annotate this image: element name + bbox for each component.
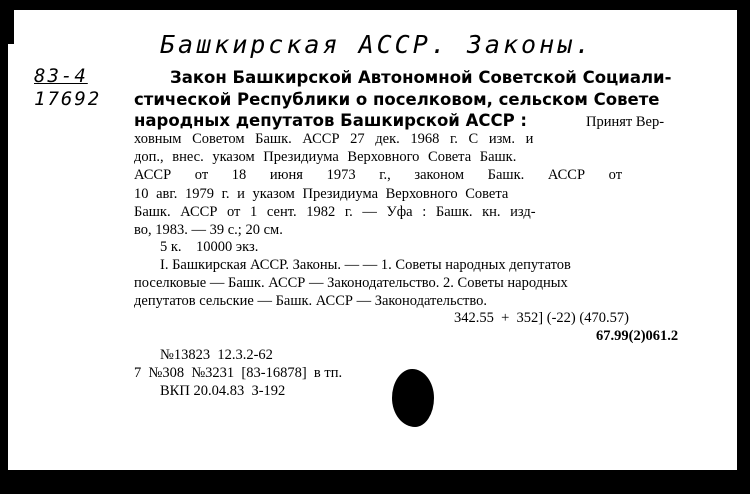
body-line-2: доп., внес. указом Президиума Верховного Совета Башк.: [134, 149, 517, 165]
subject-line-3: депутатов сельские — Башк. АССР — Законодательство.: [134, 293, 488, 309]
price-copies: 5 к. 10000 экз.: [160, 239, 259, 255]
heading-line-1: Закон Башкирской Автономной Советской Социали-: [170, 68, 672, 87]
card-edge-mark: [8, 10, 14, 44]
subject-line-1: I. Башкирская АССР. Законы. — — 1. Советы народных депутатов: [160, 257, 571, 273]
body-line-1: ховным Советом Башк. АССР 27 дек. 1968 г. С изм. и: [134, 131, 534, 147]
heading-line-3: народных депутатов Башкирской АССР :: [134, 111, 528, 130]
call-number-bottom: 17692: [34, 88, 102, 110]
heading-tail: Принят Вер-: [586, 114, 665, 130]
subject-line-2: поселковые — Башк. АССР — Законодательство. 2. Советы народных: [134, 275, 568, 291]
scan-border-left: [0, 0, 8, 494]
scan-border-bottom: [0, 470, 750, 494]
classification-bbk: 67.99(2)061.2: [596, 328, 679, 344]
classification-udc: 342.55 + 352] (-22) (470.57): [454, 310, 629, 326]
catalog-card: [8, 10, 737, 470]
ink-blot: [392, 369, 434, 427]
body-line-5: Башк. АССР от 1 сент. 1982 г. — Уфа : Башк. кн. изд-: [134, 204, 536, 220]
heading-line-2: стической Республики о поселковом, сельском Совете: [134, 90, 660, 109]
handwritten-title: Башкирская АССР. Законы.: [160, 30, 594, 59]
vkp-line: ВКП 20.04.83 З-192: [160, 383, 286, 399]
order-line: 7 №308 №3231 [83-16878] в тп.: [134, 365, 343, 381]
body-line-4: 10 авг. 1979 г. и указом Президиума Верховного Совета: [134, 186, 509, 202]
call-number-top: 83-4: [34, 65, 88, 87]
body-line-3: АССР от 18 июня 1973 г., законом Башк. АССР от: [134, 167, 623, 183]
record-number: №13823 12.3.2-62: [160, 347, 273, 363]
scan-border-right: [737, 0, 750, 494]
body-line-6: во, 1983. — 39 с.; 20 см.: [134, 222, 283, 238]
